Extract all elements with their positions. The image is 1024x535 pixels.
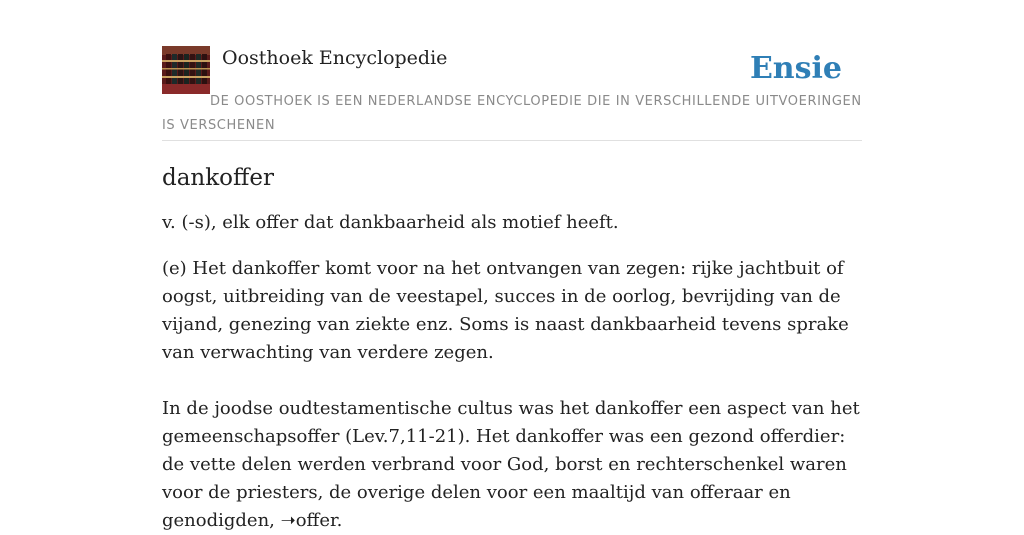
article-paragraph-text: In de joodse oudtestamentische cultus was het dankoffer een aspect van het gemeenschapsoffer (Lev.7,11-21). Het dankoffer was een gezond offerdier: de vette delen werden verbrand voor God, borst en rechterschenkel waren voor de priesters, de overige delen voor een maaltijd van offeraar en genodigden, — [162, 398, 860, 531]
article-paragraph — [162, 395, 864, 535]
site-name[interactable]: Oosthoek Encyclopedie — [222, 47, 448, 69]
avatar[interactable] — [162, 46, 210, 94]
crossref-link-offer[interactable]: ➝offer. — [280, 510, 343, 531]
brand-logo-link[interactable]: Ensie — [749, 51, 842, 86]
bookshelf-icon — [162, 46, 210, 94]
article — [162, 160, 864, 535]
article-definition: v. (-s), elk offer dat dankbaarheid als motief heeft. — [162, 212, 619, 233]
article-title: dankoffer — [162, 165, 274, 191]
site-tagline: DE OOSTHOEK IS EEN NEDERLANDSE ENCYCLOPEDIE DIE IN VERSCHILLENDE UITVOERINGEN IS VERSCHENEN — [162, 94, 862, 133]
article-paragraph: (e) Het dankoffer komt voor na het ontvangen van zegen: rijke jachtbuit of oogst, uitbreiding van de veestapel, succes in de oorlog, bevrijding van de vijand, genezing van ziekte enz. Soms is naast dankbaarheid tevens sprake van verwachting van verdere zegen. — [162, 258, 849, 363]
site-header — [162, 46, 862, 141]
